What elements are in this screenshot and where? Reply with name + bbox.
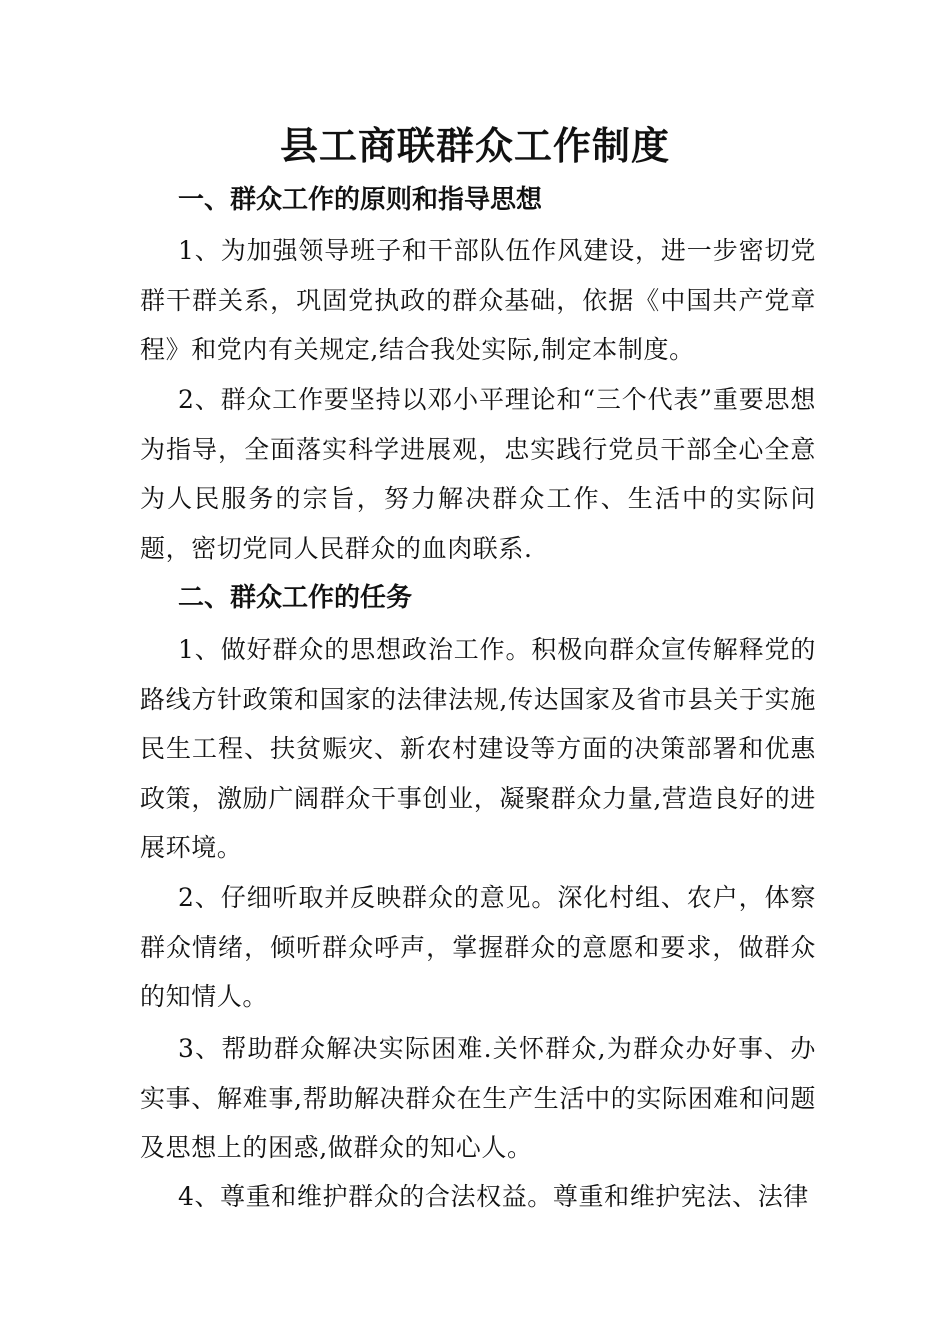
paragraph-task-3: 3、帮助群众解决实际困难.关怀群众,为群众办好事、办实事、解难事,帮助解决群众在生产生活中的实际困难和问题及思想上的困惑,做群众的知心人。 xyxy=(140,1034,816,1162)
document-title: 县工商联群众工作制度 xyxy=(279,123,670,168)
paragraph-task-1: 1、做好群众的思想政治工作。积极向群众宣传解释党的路线方针政策和国家的法律法规,传达国家及省市县关于实施民生工程、扶贫赈灾、新农村建设等方面的决策部署和优惠政策，激励广阔群众干事创业，凝聚群众力量,营造良好的进展环境。 xyxy=(140,635,816,862)
paragraph-principle-2: 2、群众工作要坚持以邓小平理论和“三个代表”重要思想为指导，全面落实科学进展观，忠实践行党员干部全心全意为人民服务的宗旨，努力解决群众工作、生活中的实际问题，密切党同人民群众的血肉联系. xyxy=(140,385,816,563)
section-heading-principles: 一、群众工作的原则和指导思想 xyxy=(178,185,543,215)
paragraph-task-4: 4、尊重和维护群众的合法权益。尊重和维护宪法、法律 xyxy=(178,1182,809,1211)
section-heading-tasks: 二、群众工作的任务 xyxy=(178,583,413,613)
paragraph-principle-1: 1、为加强领导班子和干部队伍作风建设，进一步密切党群干群关系，巩固党执政的群众基础，依据《中国共产党章程》和党内有关规定,结合我处实际,制定本制度。 xyxy=(140,236,816,364)
paragraph-task-2: 2、仔细听取并反映群众的意见。深化村组、农户，体察群众情绪，倾听群众呼声，掌握群众的意愿和要求，做群众的知情人。 xyxy=(140,883,816,1011)
